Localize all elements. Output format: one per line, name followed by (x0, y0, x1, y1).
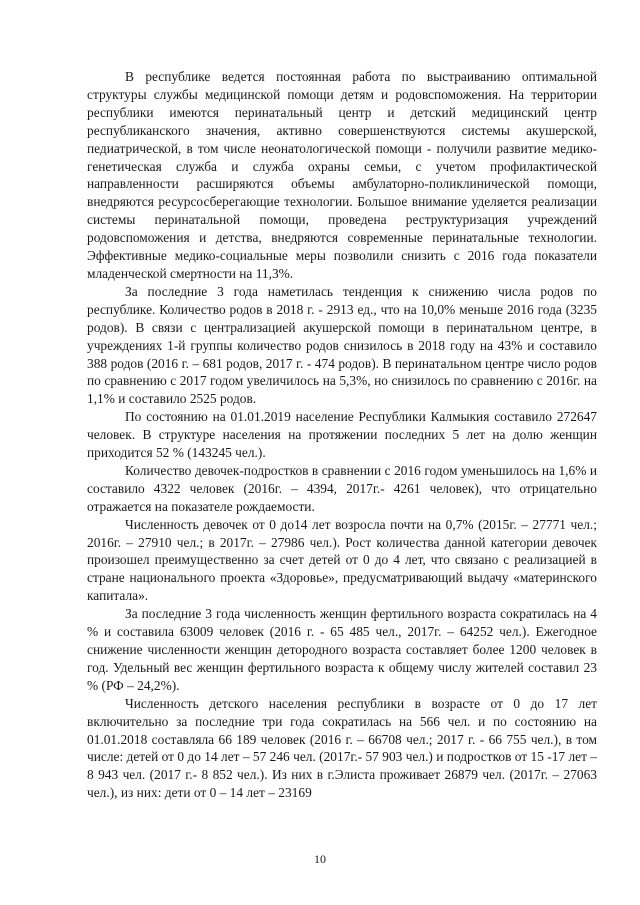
paragraph-2: За последние 3 года наметилась тенденция к снижению числа родов по республике. Количество родов в 2018 г. - 2913 ед., что на 10,0% меньше 2016 года (3235 родов). В связи с централизацией акушерской помощи в перинатальном центре, в учреждениях 1-й группы количество родов снизилось в 2018 году на 43% и составило 388 родов (2016 г. – 681 родов, 2017 г. - 474 родов). В перинатальном центре число родов по сравнению с 2017 годом увеличилось на 5,3%, но снизилось по сравнению с 2016г. на 1,1% и составило 2525 родов. (87, 283, 597, 407)
paragraph-7: Численность детского населения республики в возрасте от 0 до 17 лет включительно за последние три года сократилась на 566 чел. и по состоянию на 01.01.2018 составляла 66 189 человек (2016 г. – 66708 чел.; 2017 г. - 66 755 чел.), в том числе: детей от 0 до 14 лет – 57 246 чел. (2017г.- 57 903 чел.) и подростков от 15 -17 лет – 8 943 чел. (2017 г.- 8 852 чел.). Из них в г.Элиста проживает 26879 чел. (2017г. – 27063 чел.), из них: дети от 0 – 14 лет – 23169 (87, 695, 597, 801)
paragraph-1: В республике ведется постоянная работа по выстраиванию оптимальной структуры службы медицинской помощи детям и родовспоможения. На территории республики имеются перинатальный центр и детский медицинский центр республиканского значения, активно совершенствуются системы акушерской, педиатрической, в том числе неонатологической помощи - получили развитие медико-генетическая служба и служба охраны семьи, с учетом профилактической направленности расширяются объемы амбулаторно-поликлинической помощи, внедряются ресурсосберегающие технологии. Большое внимание уделяется реализации системы перинатальной помощи, проведена реструктуризация учреждений родовспоможения и детства, внедряются современные перинатальные технологии. Эффективные медико-социальные меры позволили снизить с 2016 года показатели младенческой смертности на 11,3%. (87, 69, 597, 281)
paragraph-3: По состоянию на 01.01.2019 население Республики Калмыкия составило 272647 человек. В структуре населения на протяжении последних 5 лет на долю женщин приходится 52 % (143245 чел.). (87, 409, 597, 461)
paragraph-5: Численность девочек от 0 до14 лет возросла почти на 0,7% (2015г. – 27771 чел.; 2016г. – 27910 чел.; в 2017г. – 27986 чел.). Рост количества данной категории девочек произошел преимущественно за счет детей от 0 до 4 лет, что связано с реализацией в стране национального проекта «Здоровье», предусматривающий выдачу «материнского капитала». (87, 516, 597, 604)
body-text (87, 68, 597, 802)
paragraph-4: Количество девочек-подростков в сравнении с 2016 годом уменьшилось на 1,6% и составило 4322 человек (2016г. – 4394, 2017г.- 4261 человек), что отрицательно отражается на показателе рождаемости. (87, 462, 597, 514)
paragraph-6: За последние 3 года численность женщин фертильного возраста сократилась на 4 % и составила 63009 человек (2016 г. - 65 485 чел., 2017г. – 64252 чел.). Ежегодное снижение численности женщин детородного возраста составляет более 1200 человек в год. Удельный вес женщин фертильного возраста к общему числу жителей составил 23 % (РФ – 24,2%). (87, 606, 597, 693)
page-number: 10 (314, 852, 326, 866)
